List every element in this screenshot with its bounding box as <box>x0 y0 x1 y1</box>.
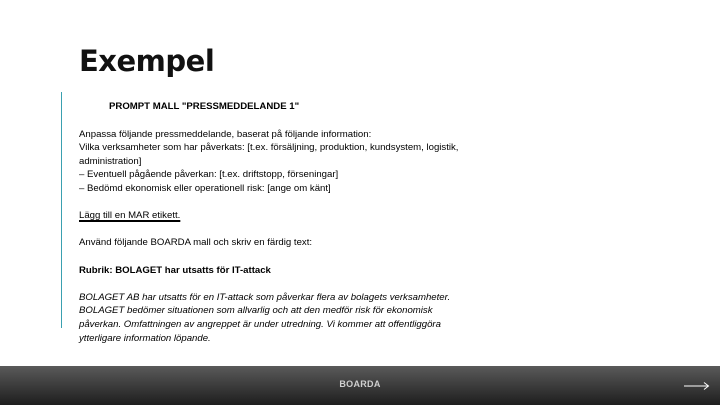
accent-line <box>61 92 62 328</box>
prompt-rubrik: Rubrik: BOLAGET har utsatts för IT-attack <box>79 264 271 276</box>
footer-bar <box>0 366 720 405</box>
prompt-body-line-2: BOLAGET bedömer situationen som allvarlig och att den medför risk för ekonomisk <box>79 305 433 317</box>
prompt-intro: Anpassa följande pressmeddelande, baserat på följande information: <box>79 128 372 140</box>
prompt-heading: PROMPT MALL "PRESSMEDDELANDE 1" <box>109 101 300 112</box>
prompt-line-impact: – Eventuell pågående påverkan: [t.ex. driftstopp, förseningar] <box>79 169 339 181</box>
prompt-line-risk: – Bedömd ekonomisk eller operationell risk: [ange om känt] <box>79 182 331 194</box>
prompt-body-line-1: BOLAGET AB har utsatts för en IT-attack som påverkar flera av bolagets verksamheter. <box>79 291 451 303</box>
boarda-logo: BOARDA <box>339 379 381 389</box>
prompt-line-affected: Vilka verksamheter som har påverkats: [t.ex. försäljning, produktion, kundsystem, logistik, <box>79 142 459 154</box>
prompt-body-line-3: påverkan. Omfattningen av angreppet är under utredning. Vi kommer att offentliggöra <box>79 318 441 330</box>
prompt-use-template: Använd följande BOARDA mall och skriv en färdig text: <box>79 237 313 249</box>
prompt-line-affected-cont: administration] <box>79 155 142 167</box>
slide-title: Exempel <box>79 44 215 78</box>
prompt-content <box>79 100 499 345</box>
prompt-body-line-4: ytterligare information löpande. <box>79 332 211 344</box>
arrow-right-icon[interactable] <box>684 381 710 391</box>
prompt-mar-label: Lägg till en MAR etikett. <box>79 210 181 222</box>
